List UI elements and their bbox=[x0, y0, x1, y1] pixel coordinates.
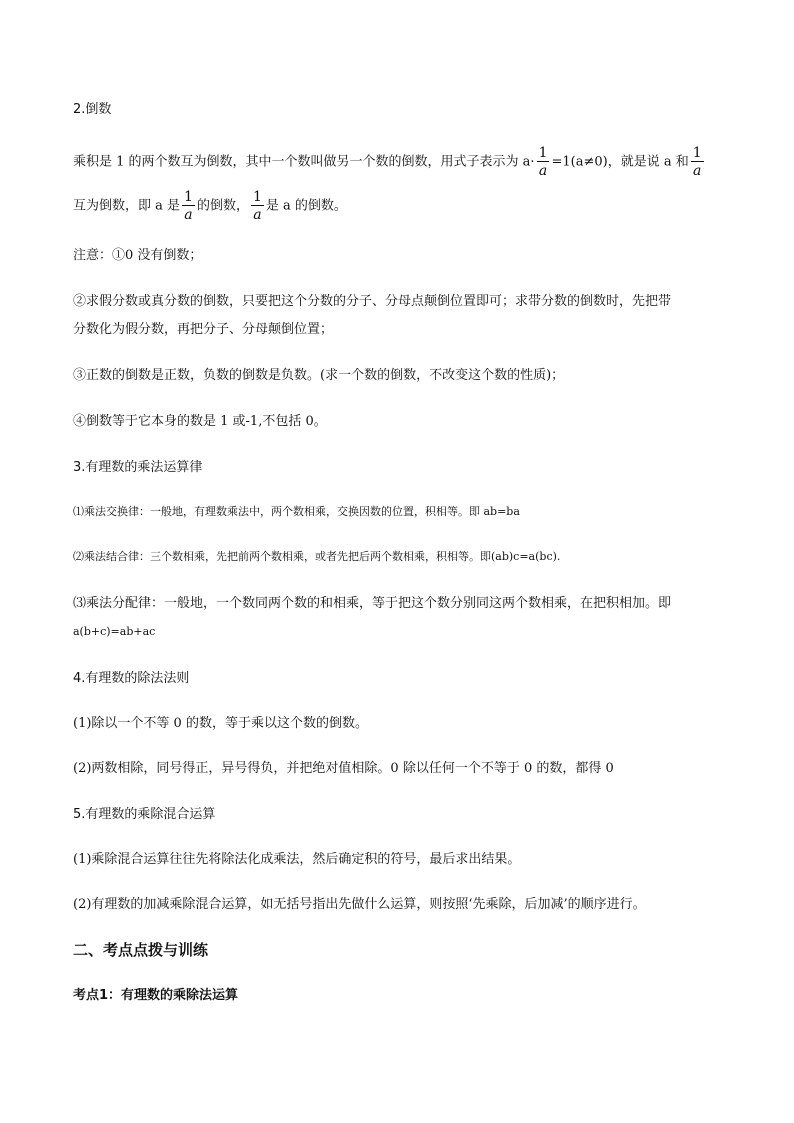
note-3: ③正数的倒数是正数，负数的倒数是负数。(求一个数的倒数，不改变这个数的性质)； bbox=[73, 368, 565, 383]
mixed-rule-1: (1)乘除混合运算往往先将除法化成乘法，然后确定积的符号，最后求出结果。 bbox=[73, 852, 521, 867]
definition-text-e: 是 a 的倒数。 bbox=[265, 198, 347, 214]
note-1: 注意：①0 没有倒数； bbox=[73, 248, 203, 263]
section3-heading: 3.有理数的乘法运算律 bbox=[73, 460, 203, 475]
note-2-line-1: ②求假分数或真分数的倒数，只要把这个分数的分子、分母点颠倒位置即可；求带分数的倒数时，先把带 bbox=[73, 294, 672, 309]
law-distributive-line-1: ⑶乘法分配律：一般地，一个数同两个数的和相乘，等于把这个数分别同这两个数相乘，在把积相加。即 bbox=[73, 596, 672, 611]
fraction-numerator: 1 bbox=[538, 145, 548, 161]
fraction-1-over-a bbox=[251, 190, 264, 222]
fraction-denominator: a bbox=[693, 163, 702, 179]
section2-heading: 2.倒数 bbox=[73, 102, 112, 117]
fraction-1-over-a bbox=[182, 190, 195, 222]
part2-heading: 二、考点点拨与训练 bbox=[73, 941, 209, 959]
fraction-denominator: a bbox=[253, 207, 262, 223]
fraction-1-over-a bbox=[691, 146, 704, 178]
fraction-numerator: 1 bbox=[252, 189, 262, 205]
division-rule-1: (1)除以一个不等 0 的数，等于乘以这个数的倒数。 bbox=[73, 716, 368, 731]
note-4: ④倒数等于它本身的数是 1 或-1,不包括 0。 bbox=[73, 414, 327, 429]
law-distributive-line-2: a(b+c)=ab+ac bbox=[73, 625, 156, 638]
mixed-rule-2: (2)有理数的加减乘除混合运算，如无括号指出先做什么运算，则按照‘先乘除，后加减’的顺序进行。 bbox=[73, 897, 646, 912]
definition-line-1 bbox=[73, 146, 706, 178]
fraction-denominator: a bbox=[184, 207, 193, 223]
definition-text-b: =1(a≠0)，就是说 a 和 bbox=[551, 154, 689, 170]
section4-heading: 4.有理数的除法法则 bbox=[73, 671, 190, 686]
division-rule-2: (2)两数相除，同号得正，异号得负，并把绝对值相除。0 除以任何一个不等于 0 的数，都得 0 bbox=[73, 761, 614, 776]
note-2-line-2: 分数化为假分数，再把分子、分母颠倒位置； bbox=[73, 322, 334, 337]
law-commutative: ⑴乘法交换律：一般地，有理数乘法中，两个数相乘，交换因数的位置，积相等。即 ab=ba bbox=[73, 505, 520, 518]
fraction-1-over-a bbox=[537, 146, 550, 178]
fraction-numerator: 1 bbox=[184, 189, 193, 205]
definition-text-c: 互为倒数，即 a 是 bbox=[73, 198, 181, 214]
fraction-numerator: 1 bbox=[692, 145, 702, 161]
definition-text-a: 乘积是 1 的两个数互为倒数，其中一个数叫做另一个数的倒数，用式子表示为 a· bbox=[73, 154, 535, 170]
fraction-denominator: a bbox=[538, 163, 548, 179]
definition-text-d: 的倒数， bbox=[196, 198, 249, 214]
section5-heading: 5.有理数的乘除混合运算 bbox=[73, 807, 216, 822]
definition-line-2 bbox=[73, 190, 347, 222]
law-associative: ⑵乘法结合律：三个数相乘，先把前两个数相乘，或者先把后两个数相乘，积相等。即(ab)c=a(bc). bbox=[73, 550, 561, 563]
kaodian-1-title: 考点1：有理数的乘除法运算 bbox=[73, 988, 239, 1003]
